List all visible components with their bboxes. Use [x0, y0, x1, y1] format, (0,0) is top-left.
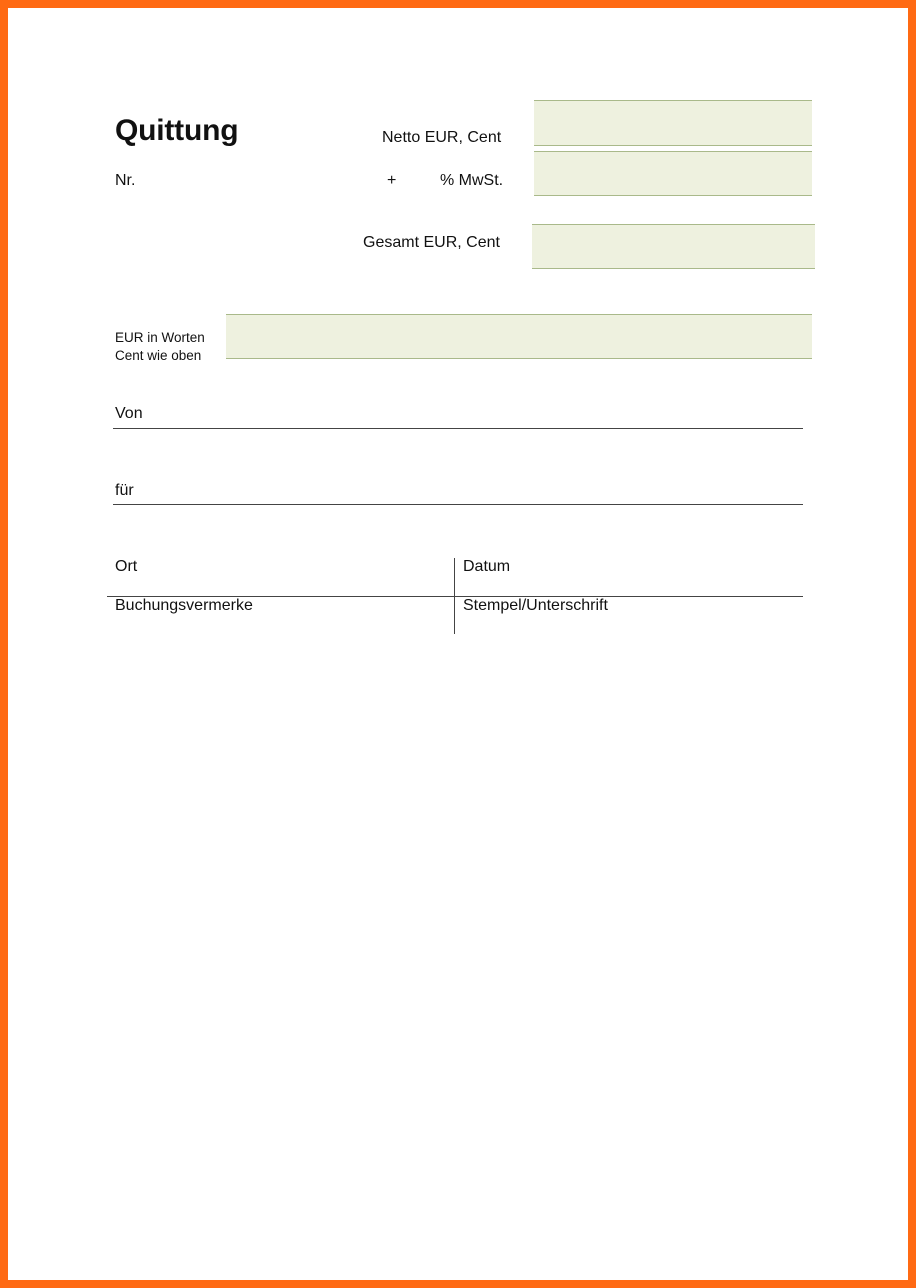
- ort-label: Ort: [115, 558, 138, 575]
- words-label-line2: Cent wie oben: [115, 348, 202, 363]
- fuer-line[interactable]: [113, 504, 803, 505]
- von-label: Von: [115, 405, 143, 422]
- receipt-title: Quittung: [115, 114, 239, 147]
- netto-label: Netto EUR, Cent: [382, 129, 502, 146]
- von-line[interactable]: [113, 428, 803, 429]
- mwst-amount-field[interactable]: [534, 151, 812, 196]
- words-label-line1: EUR in Worten: [115, 330, 205, 345]
- stempel-label: Stempel/Unterschrift: [463, 597, 608, 614]
- fuer-label: für: [115, 482, 134, 499]
- netto-amount-field[interactable]: [534, 100, 812, 146]
- mwst-label: % MwSt.: [440, 172, 504, 189]
- amount-in-words-field[interactable]: [226, 314, 812, 359]
- plus-sign: +: [387, 172, 397, 189]
- gesamt-amount-field[interactable]: [532, 224, 815, 269]
- gesamt-label: Gesamt EUR, Cent: [363, 234, 500, 251]
- datum-label: Datum: [463, 558, 511, 575]
- number-label: Nr.: [115, 172, 136, 189]
- buchung-label: Buchungsvermerke: [115, 597, 253, 614]
